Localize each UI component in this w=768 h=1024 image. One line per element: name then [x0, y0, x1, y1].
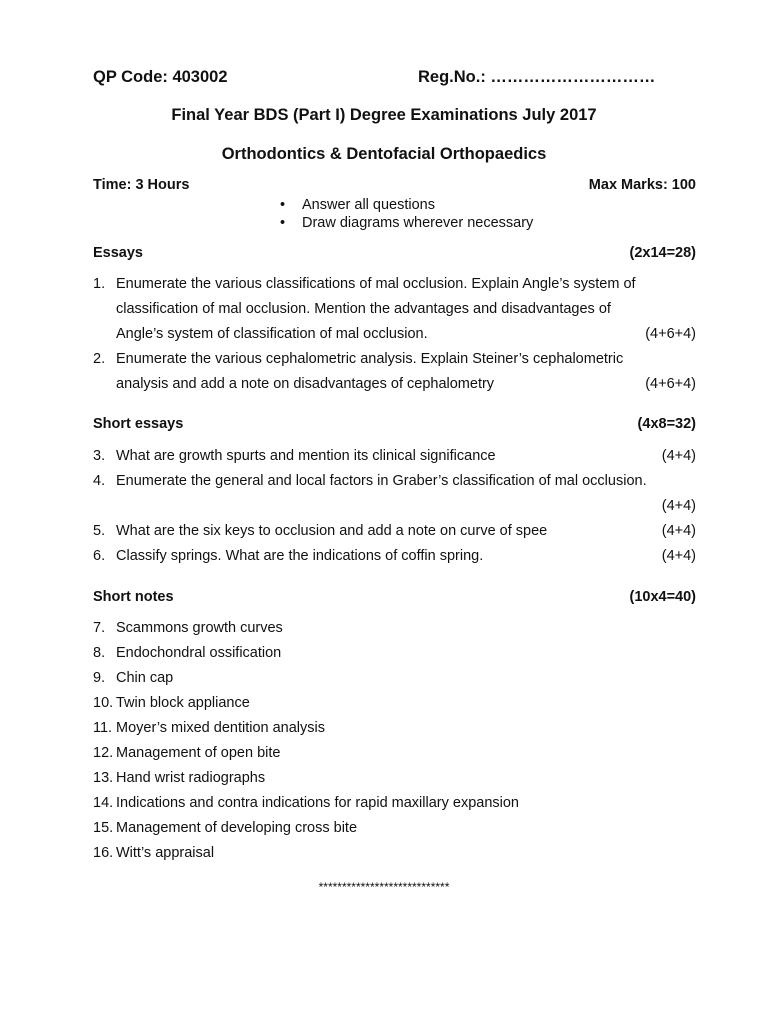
question-row — [93, 494, 696, 519]
list-item — [93, 766, 696, 791]
bullet-icon: • — [280, 197, 286, 213]
question-number: 9. — [93, 670, 106, 686]
question-number: 11. — [93, 720, 113, 736]
question-text: What are growth spurts and mention its clinical significance — [116, 448, 496, 464]
max-marks-label: Max Marks: 100 — [588, 177, 696, 193]
list-item — [93, 791, 696, 816]
question-row — [93, 444, 696, 469]
question-marks: (4+6+4) — [645, 376, 696, 392]
subject-title: Orthodontics & Dentofacial Orthopaedics — [221, 145, 547, 163]
question-row — [93, 272, 696, 297]
question-number: 16. — [93, 845, 114, 861]
bullet-icon: • — [280, 215, 286, 231]
question-text: Hand wrist radiographs — [116, 770, 266, 786]
instruction-text: Answer all questions — [302, 197, 435, 213]
exam-title: Final Year BDS (Part I) Degree Examinations July 2017 — [171, 106, 597, 124]
question-text: Management of open bite — [116, 745, 281, 761]
list-item — [93, 741, 696, 766]
question-number: 6. — [93, 548, 106, 564]
list-item — [93, 841, 696, 866]
short-notes-list — [93, 616, 696, 866]
question-row — [93, 347, 696, 372]
question-number: 3. — [93, 448, 106, 464]
essays-list — [93, 272, 696, 397]
question-number: 5. — [93, 523, 106, 539]
question-marks: (4+4) — [661, 548, 696, 564]
question-marks: (4+4) — [661, 448, 696, 464]
question-text: What are the six keys to occlusion and add a note on curve of spee — [116, 523, 548, 539]
list-item — [93, 641, 696, 666]
short-essays-list — [93, 444, 696, 569]
question-number: 15. — [93, 820, 114, 836]
short-essays-heading: Short essays — [93, 416, 184, 432]
qp-code: QP Code: 403002 — [93, 68, 228, 86]
instruction-item — [280, 214, 533, 232]
short-notes-heading: Short notes — [93, 589, 174, 605]
list-item — [93, 716, 696, 741]
list-item — [93, 666, 696, 691]
question-text: Chin cap — [116, 670, 174, 686]
short-notes-marks: (10x4=40) — [629, 589, 696, 605]
question-row — [93, 322, 696, 347]
question-number: 8. — [93, 645, 106, 661]
essays-marks: (2x14=28) — [629, 245, 696, 261]
reg-no: Reg.No.: ………………………… — [418, 68, 656, 86]
question-text: Moyer’s mixed dentition analysis — [116, 720, 326, 736]
question-text: Angle’s system of classification of mal occlusion. — [116, 326, 428, 342]
question-number: 2. — [93, 351, 106, 367]
essays-heading: Essays — [93, 245, 143, 261]
question-row — [93, 544, 696, 569]
question-text: Management of developing cross bite — [116, 820, 358, 836]
short-essays-marks: (4x8=32) — [637, 416, 696, 432]
question-number: 1. — [93, 276, 106, 292]
question-number: 13. — [93, 770, 114, 786]
question-text: classification of mal occlusion. Mention the advantages and disadvantages of — [116, 301, 611, 317]
list-item — [93, 616, 696, 641]
end-marker: **************************** — [318, 880, 450, 894]
question-text: Enumerate the general and local factors in Graber’s classification of mal occlusion. — [116, 473, 647, 489]
question-text: Scammons growth curves — [116, 620, 283, 636]
question-text: Enumerate the various classifications of mal occlusion. Explain Angle’s system of — [116, 276, 636, 292]
question-row — [93, 469, 696, 494]
list-item — [93, 691, 696, 716]
question-row — [93, 297, 696, 322]
instructions-list — [280, 196, 533, 232]
question-text: Enumerate the various cephalometric analysis. Explain Steiner’s cephalometric — [116, 351, 624, 367]
question-text: Classify springs. What are the indications of coffin spring. — [116, 548, 484, 564]
question-text: Twin block appliance — [116, 695, 250, 711]
question-number: 7. — [93, 620, 106, 636]
question-number: 10. — [93, 695, 114, 711]
question-text: Indications and contra indications for rapid maxillary expansion — [116, 795, 519, 811]
list-item — [93, 816, 696, 841]
question-number: 12. — [93, 745, 114, 761]
question-text: Witt’s appraisal — [116, 845, 215, 861]
time-label: Time: 3 Hours — [93, 177, 190, 193]
instruction-item — [280, 196, 533, 214]
question-marks: (4+4) — [661, 498, 696, 514]
question-text: Endochondral ossification — [116, 645, 282, 661]
instruction-text: Draw diagrams wherever necessary — [302, 215, 534, 231]
question-row — [93, 372, 696, 397]
question-number: 4. — [93, 473, 106, 489]
question-number: 14. — [93, 795, 114, 811]
question-text: analysis and add a note on disadvantages of cephalometry — [116, 376, 495, 392]
question-row — [93, 519, 696, 544]
question-marks: (4+4) — [661, 523, 696, 539]
question-marks: (4+6+4) — [645, 326, 696, 342]
